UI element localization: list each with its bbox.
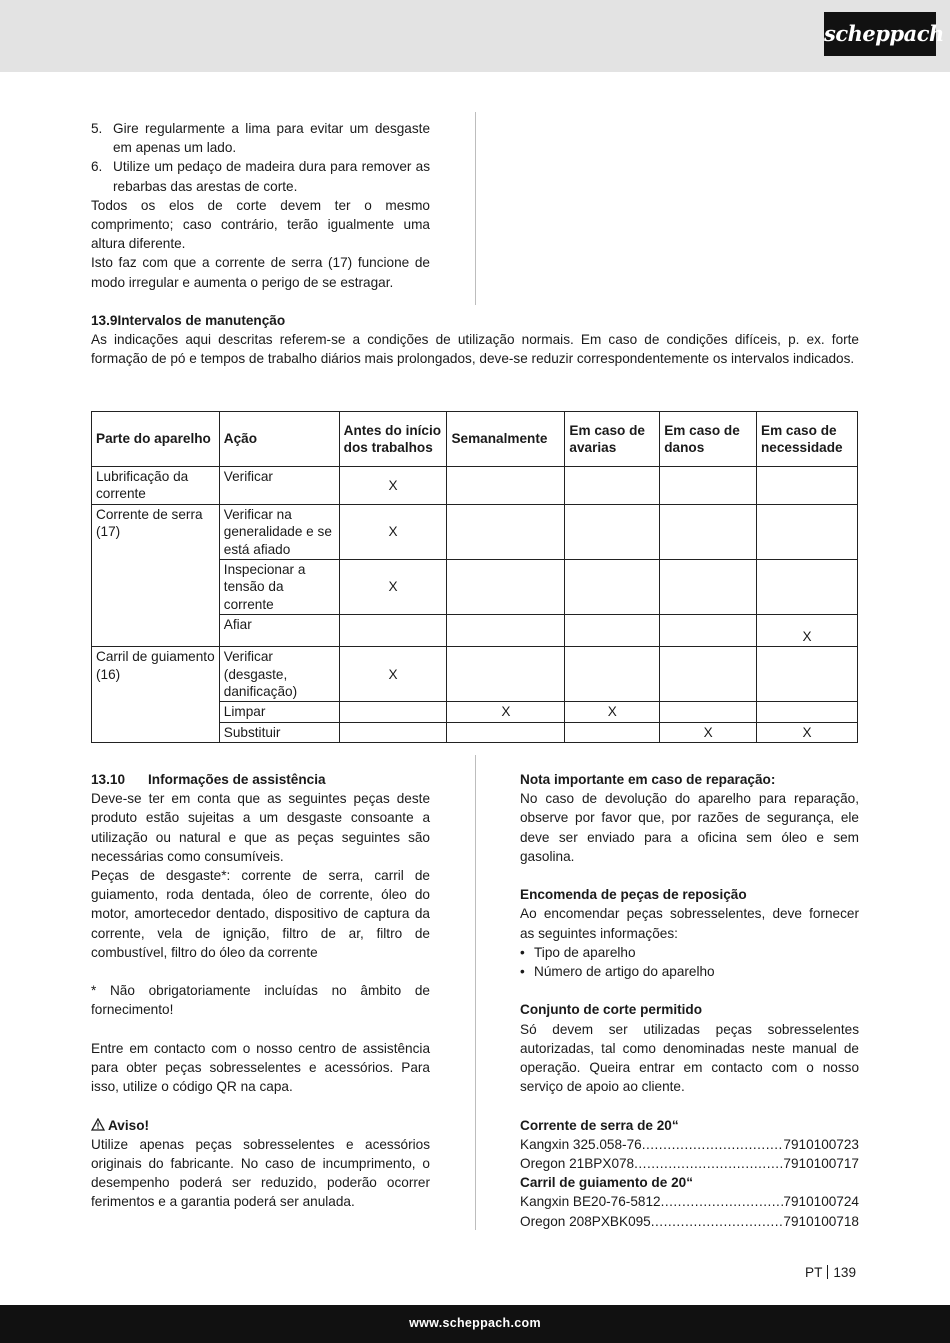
paragraph: Isto faz com que a corrente de serra (17) funcione de modo irregular e aumenta o perigo de se estragar. [91, 255, 430, 290]
table-cell [565, 615, 660, 647]
paragraph: Deve-se ter em conta que as seguintes peças deste produto estão sujeitas a um desgaste consoante a utilização ou natural e que as peças seguintes são necessárias como consumíveis. [91, 791, 430, 864]
list-item: 6. Utilize um pedaço de madeira dura para remover as rebarbas das arestas de corte. [91, 159, 430, 194]
bar-heading: Carril de guiamento de 20“ [520, 1175, 693, 1191]
column-header: Em caso de avarias [565, 412, 660, 467]
paragraph: Ao encomendar peças sobresselentes, deve fornecer as seguintes informações: [520, 906, 859, 941]
table-cell [757, 504, 858, 559]
table-cell [447, 615, 565, 647]
maintenance-table [91, 411, 858, 743]
column-header: Em caso de necessidade [757, 412, 858, 467]
paragraph: Entre em contacto com o nosso centro de assistência para obter peças sobresselentes e acessórios. Para isso, utilize o código QR na capa. [91, 1040, 430, 1095]
table-cell: Substituir [219, 722, 339, 742]
right-column [520, 770, 859, 1231]
cutset-heading: Conjunto de corte permitido [520, 1002, 703, 1018]
order-info-list [520, 943, 859, 981]
scheppach-logo: scheppach [824, 12, 936, 56]
table-header-row [92, 412, 858, 467]
paragraph: * Não obrigatoriamente incluídas no âmbito de fornecimento! [91, 983, 430, 1018]
parts-list-row: Oregon 21BPX078 ..... 7910100717 [520, 1154, 859, 1173]
table-cell: X [565, 702, 660, 722]
warning-heading: Aviso! [91, 1116, 430, 1135]
column-divider-top [475, 112, 476, 305]
table-cell [757, 560, 858, 615]
list-item: • Tipo de aparelho [520, 943, 859, 962]
service-info-column [91, 770, 430, 1212]
table-cell [757, 702, 858, 722]
table-cell [447, 560, 565, 615]
list-item: • Número de artigo do aparelho [520, 962, 859, 981]
paragraph: Só devem ser utilizadas peças sobresselentes autorizadas, tal como denominadas neste manual de operação. Queira entrar em contacto com o nosso serviço de apoio ao cliente. [520, 1021, 859, 1095]
parts-list-row: Oregon 208PXBK095 ..... 7910100718 [520, 1212, 859, 1231]
table-cell: Verificar (desgaste, danificação) [219, 647, 339, 702]
table-cell: X [339, 467, 447, 505]
footer-url[interactable]: www.scheppach.com [0, 1305, 950, 1343]
table-cell [339, 722, 447, 742]
section-intro-13-9: As indicações aqui descritas referem-se a condições de utilização normais. Em caso de condições difíceis, p. ex. forte formação de pó e tempos de trabalho diários mais prolongados, deve-se reduzir correspondentemente os intervalos indicados. [91, 332, 859, 367]
table-cell [660, 467, 757, 505]
table-cell [660, 504, 757, 559]
table-cell [757, 467, 858, 505]
table-cell [565, 647, 660, 702]
column-divider-bottom [475, 755, 476, 1230]
column-header: Antes do início dos trabalhos [339, 412, 447, 467]
table-cell [660, 702, 757, 722]
paragraph: Peças de desgaste*: corrente de serra, carril de guiamento, roda dentada, óleo de corrente, óleo do motor, amortecedor dentado, dispositivo de captura da corrente, vela de ignição, filtro de ar, filtro de combustível, filtro do óleo da corrente [91, 868, 430, 960]
table-cell: Carril de guiamento (16) [92, 647, 220, 743]
table-cell: Inspecionar a tensão da corrente [219, 560, 339, 615]
table-cell [660, 560, 757, 615]
table-cell: X [447, 702, 565, 722]
table-cell [565, 467, 660, 505]
table-cell [660, 647, 757, 702]
top-left-column [91, 119, 430, 292]
section-heading-13-9: 13.9Intervalos de manutenção [91, 313, 286, 328]
table-cell [565, 560, 660, 615]
paragraph: No caso de devolução do aparelho para reparação, observe por favor que, por razões de segurança, ele deve ser enviado para a oficina sem óleo e sem gasolina. [520, 791, 859, 864]
warning-triangle-icon [91, 1118, 105, 1131]
table-cell: Corrente de serra (17) [92, 504, 220, 646]
table-cell [565, 722, 660, 742]
table-cell: Afiar [219, 615, 339, 647]
warning-text: Utilize apenas peças sobresselentes e acessórios originais do fabricante. No caso de incumprimento, o desempenho poderá ser reduzido, poderão ocorrer ferimentos e a garantia poderá ser anulada. [91, 1136, 430, 1210]
sharpening-steps [91, 119, 430, 196]
table-row [92, 504, 858, 559]
table-cell: Verificar [219, 467, 339, 505]
table-cell: X [339, 560, 447, 615]
column-header: Em caso de danos [660, 412, 757, 467]
list-item: 5. Gire regularmente a lima para evitar um desgaste em apenas um lado. [91, 121, 430, 156]
chain-heading: Corrente de serra de 20“ [520, 1117, 679, 1133]
page-number: PT 139 [805, 1265, 857, 1280]
column-header: Parte do aparelho [92, 412, 220, 467]
table-cell: X [339, 647, 447, 702]
paragraph: Todos os elos de corte devem ter o mesmo comprimento; caso contrário, terão igualmente uma altura diferente. [91, 197, 430, 252]
order-heading: Encomenda de peças de reposição [520, 887, 747, 903]
column-header: Semanalmente [447, 412, 565, 467]
table-cell [757, 647, 858, 702]
table-cell [447, 647, 565, 702]
table-cell [339, 615, 447, 647]
table-row [92, 647, 858, 702]
table-cell: Lubrificação da corrente [92, 467, 220, 505]
parts-list-row: Kangxin 325.058-76 ..... 7910100723 [520, 1135, 859, 1154]
table-cell [565, 504, 660, 559]
table-cell [339, 702, 447, 722]
table-cell [660, 615, 757, 647]
header-band [0, 0, 950, 72]
table-cell [447, 504, 565, 559]
table-cell [447, 467, 565, 505]
table-cell: Limpar [219, 702, 339, 722]
table-row [92, 467, 858, 505]
repair-heading: Nota importante em caso de reparação: [520, 772, 776, 787]
table-cell: X [757, 615, 858, 647]
table-cell: X [339, 504, 447, 559]
section-heading-13-10: 13.10 Informações de assistência [91, 772, 326, 787]
table-cell: X [757, 722, 858, 742]
table-cell [447, 722, 565, 742]
parts-list-row: Kangxin BE20-76-5812 ..... 7910100724 [520, 1192, 859, 1211]
table-cell: Verificar na generalidade e se está afiado [219, 504, 339, 559]
table-cell: X [660, 722, 757, 742]
column-header: Ação [219, 412, 339, 467]
